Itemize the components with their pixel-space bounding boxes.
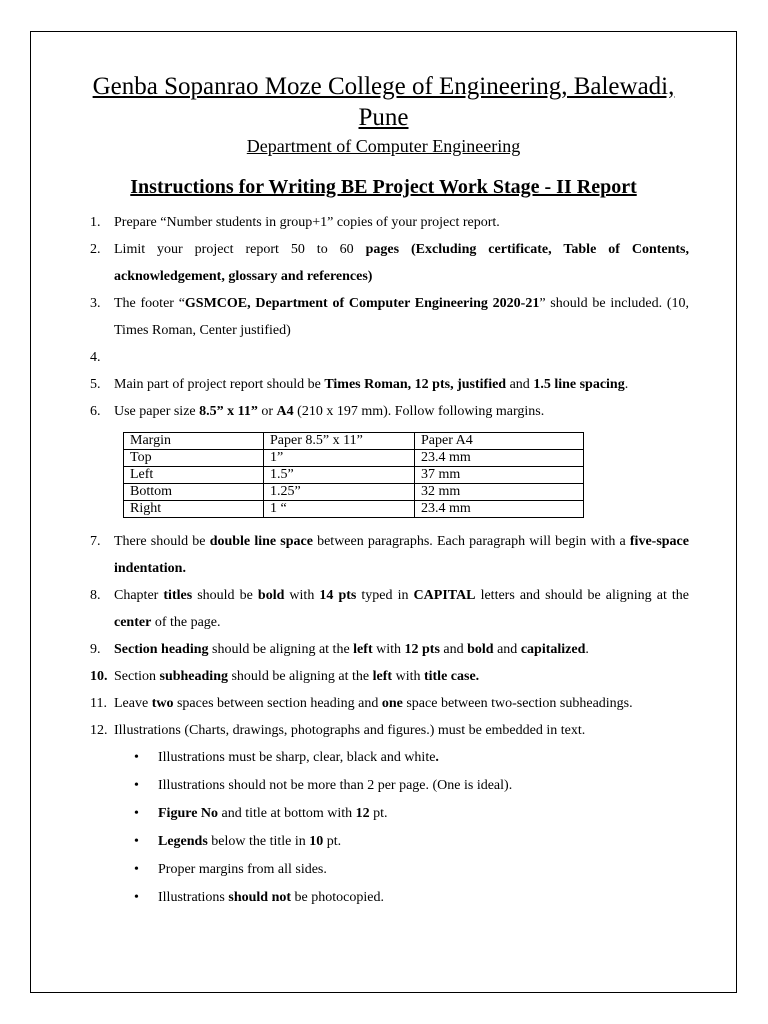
bullet-item: • Illustrations must be sharp, clear, black and white.: [78, 744, 689, 772]
table-cell: 1”: [264, 450, 415, 467]
table-cell: 1.25”: [264, 484, 415, 501]
list-item: 9. Section heading should be aligning at the left with 12 pts and bold and capitalized.: [90, 642, 589, 657]
table-header: Margin: [124, 433, 264, 450]
bullet-icon: •: [134, 890, 139, 905]
table-header-row: [124, 433, 584, 450]
margin-table-wrap: [123, 432, 689, 518]
bullet-icon: •: [134, 778, 139, 793]
list-item: 10. Section subheading should be aligning at the left with title case.: [90, 669, 480, 684]
bullet-item: • Figure No and title at bottom with 12 pt.: [78, 800, 689, 828]
document-body: [78, 71, 689, 912]
instructions-heading: Instructions for Writing BE Project Work Stage - II Report: [130, 176, 637, 198]
table-cell: 23.4 mm: [415, 450, 584, 467]
instruction-list-continued: [78, 528, 689, 744]
table-cell: Left: [124, 467, 264, 484]
bullet-icon: •: [134, 834, 139, 849]
list-item: 1. Prepare “Number students in group+1” copies of your project report.: [90, 215, 500, 230]
bullet-icon: •: [134, 862, 139, 877]
list-item: 5. Main part of project report should be Times Roman, 12 pts, justified and 1.5 line spacing.: [90, 377, 629, 392]
table-cell: Bottom: [124, 484, 264, 501]
table-row: [124, 501, 584, 518]
table-row: [124, 450, 584, 467]
list-item: 2. Limit your project report 50 to 60 pages (Excluding certificate, Table of Contents, acknowledgement, glossary and references): [90, 242, 690, 284]
list-item: 3. The footer “GSMCOE, Department of Computer Engineering 2020-21” should be included. (10, Times Roman, Center justified): [90, 296, 689, 338]
list-item: 7. There should be double line space between paragraphs. Each paragraph will begin with a five-space indentation.: [90, 534, 689, 576]
table-cell: 32 mm: [415, 484, 584, 501]
table-header: Paper A4: [415, 433, 584, 450]
table-cell: 23.4 mm: [415, 501, 584, 518]
bullet-item: • Legends below the title in 10 pt.: [78, 828, 689, 856]
bullet-item: • Proper margins from all sides.: [78, 856, 689, 884]
margin-table: [123, 432, 584, 518]
bullet-icon: •: [134, 806, 139, 821]
list-item: 6. Use paper size 8.5” x 11” or A4 (210 x 197 mm). Follow following margins.: [90, 404, 545, 419]
bullet-item: • Illustrations should not be more than 2 per page. (One is ideal).: [78, 772, 689, 800]
list-item: 12. Illustrations (Charts, drawings, photographs and figures.) must be embedded in text.: [90, 723, 586, 738]
table-cell: Right: [124, 501, 264, 518]
bullet-item: • Illustrations should not be photocopied.: [78, 884, 689, 912]
list-item: 8. Chapter titles should be bold with 14 pts typed in CAPITAL letters and should be aligning at the center of the page.: [90, 588, 690, 630]
table-cell: 1 “: [264, 501, 415, 518]
table-row: [124, 467, 584, 484]
list-item: 4.: [90, 350, 101, 365]
bullet-icon: •: [134, 750, 139, 765]
college-title: Genba Sopanrao Moze College of Engineering, Balewadi, Pune: [92, 73, 675, 131]
list-item: 11. Leave two spaces between section heading and one space between two-section subheadings.: [90, 696, 633, 711]
department-name: Department of Computer Engineering: [246, 136, 521, 156]
table-cell: 1.5”: [264, 467, 415, 484]
table-header: Paper 8.5” x 11”: [264, 433, 415, 450]
table-row: [124, 484, 584, 501]
illustration-bullets: [78, 744, 689, 912]
table-cell: 37 mm: [415, 467, 584, 484]
table-cell: Top: [124, 450, 264, 467]
instruction-list: [78, 209, 689, 425]
